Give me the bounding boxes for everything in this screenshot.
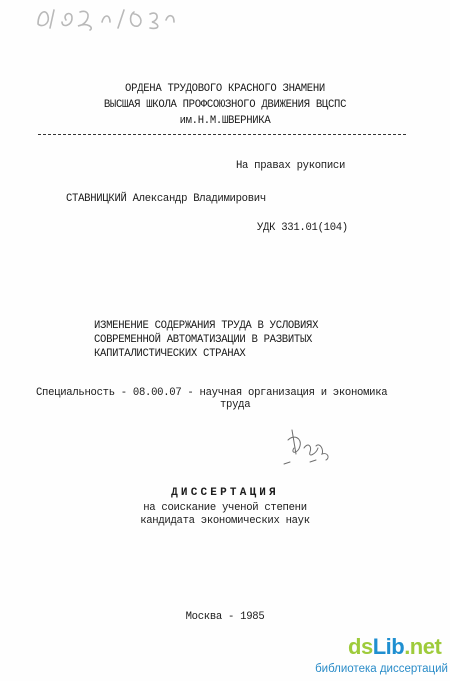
dissertation-heading: ДИССЕРТАЦИЯ [171,487,279,499]
org-line-3: им.Н.М.ШВЕРНИКА [179,115,271,127]
divider [38,134,406,135]
degree-line-1: на соискание ученой степени [143,502,307,514]
dslib-subtitle: библиотека диссертаций [315,663,448,675]
specialty-line-2: труда [220,399,251,411]
title-line-1: ИЗМЕНЕНИЕ СОДЕРЖАНИЯ ТРУДА В УСЛОВИЯХ [94,320,319,332]
dslib-logo [348,634,441,660]
degree-line-2: кандидата экономических наук [140,515,310,527]
udc-code: УДК 331.01(104) [257,222,348,234]
title-line-3: КАПИТАЛИСТИЧЕСКИХ СТРАНАХ [94,348,246,360]
signature-icon [282,424,340,468]
handwritten-note-icon [32,2,182,32]
city-year: Москва - 1985 [185,611,265,623]
logo-part-lib: Lib [372,634,405,659]
org-line-1: ОРДЕНА ТРУДОВОГО КРАСНОГО ЗНАМЕНИ [125,83,325,95]
title-line-2: СОВРЕМЕННОЙ АВТОМАТИЗАЦИИ В РАЗВИТЫХ [94,334,313,346]
rights-note: На правах рукописи [236,160,346,172]
logo-part-net: .net [404,634,442,659]
dslib-watermark[interactable] [315,634,448,680]
logo-part-ds: ds [348,634,373,659]
author-name: СТАВНИЦКИЙ Александр Владимирович [66,193,266,205]
specialty-line-1: Специальность - 08.00.07 - научная организация и экономика [36,387,388,399]
org-line-2: ВЫСШАЯ ШКОЛА ПРОФСОЮЗНОГО ДВИЖЕНИЯ ВЦСПС [103,99,347,111]
